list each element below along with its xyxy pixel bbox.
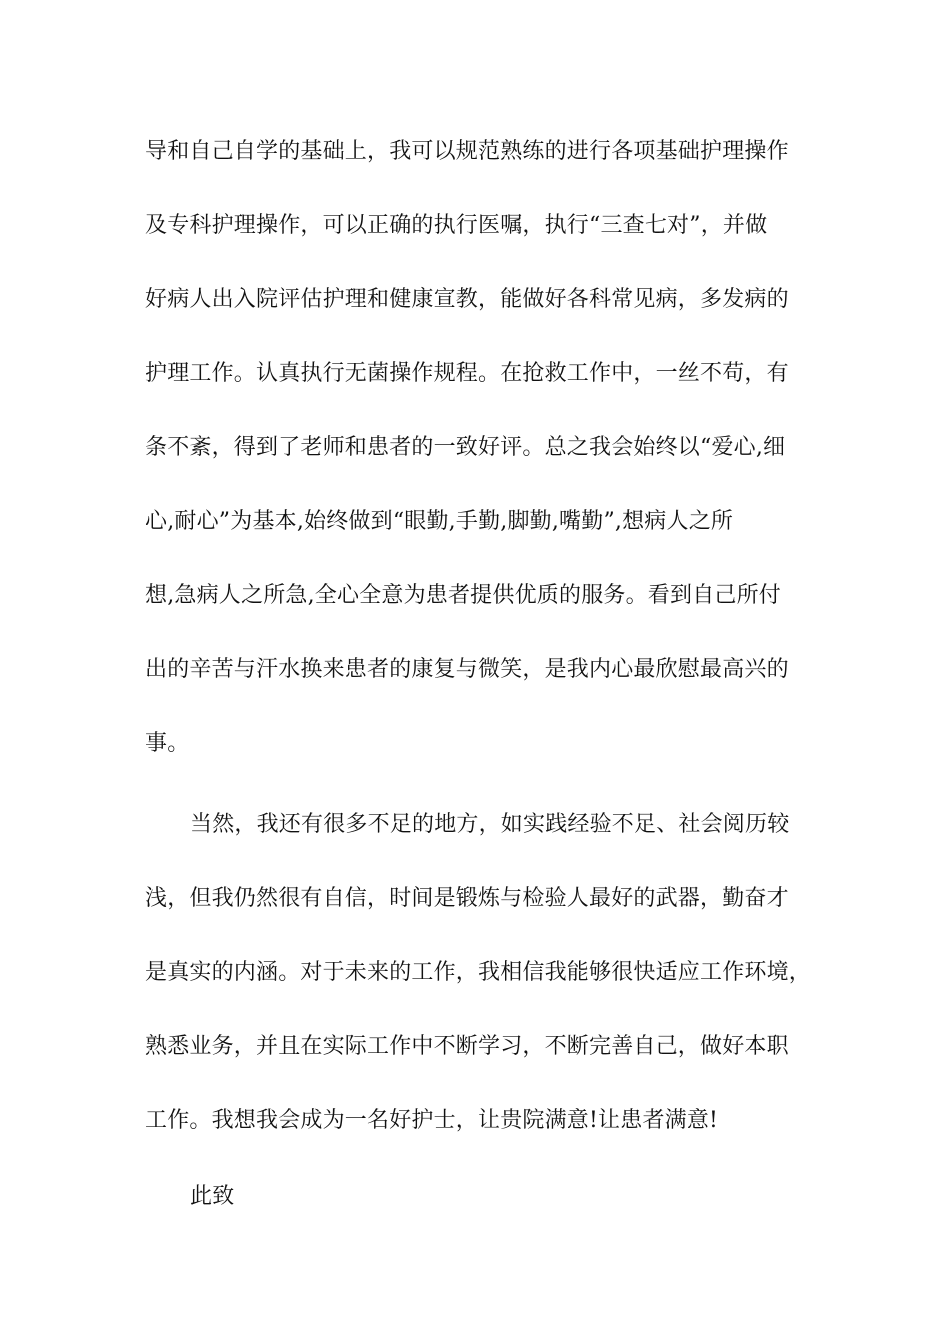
text-line: 想,急病人之所急,全心全意为患者提供优质的服务。看到自己所付	[145, 583, 781, 608]
text-line: 导和自己自学的基础上，我可以规范熟练的进行各项基础护理操作	[145, 139, 789, 164]
text-line: 条不紊，得到了老师和患者的一致好评。总之我会始终以“爱心,细	[145, 435, 786, 460]
text-line: 工作。我想我会成为一名好护士，让贵院满意!让患者满意!	[145, 1108, 719, 1133]
text-line: 心,耐心”为基本,始终做到“眼勤,手勤,脚勤,嘴勤”,想病人之所	[145, 509, 734, 534]
text-line: 浅，但我仍然很有自信，时间是锻炼与检验人最好的武器，勤奋才	[145, 886, 789, 911]
text-line: 好病人出入院评估护理和健康宣教，能做好各科常见病，多发病的	[145, 287, 789, 312]
closing-salutation: 此致	[190, 1184, 235, 1209]
text-line: 是真实的内涵。对于未来的工作，我相信我能够很快适应工作环境，	[145, 960, 812, 985]
text-line: 护理工作。认真执行无菌操作规程。在抢救工作中，一丝不苟，有	[145, 361, 789, 386]
paragraph-first-line: 当然，我还有很多不足的地方，如实践经验不足、社会阅历较	[190, 812, 790, 837]
text-line: 熟悉业务，并且在实际工作中不断学习，不断完善自己，做好本职	[145, 1034, 789, 1059]
text-line: 事。	[145, 731, 190, 756]
text-line: 及专科护理操作，可以正确的执行医嘱，执行“三查七对”，并做	[145, 213, 768, 238]
text-line: 出的辛苦与汗水换来患者的康复与微笑，是我内心最欣慰最高兴的	[145, 657, 789, 682]
